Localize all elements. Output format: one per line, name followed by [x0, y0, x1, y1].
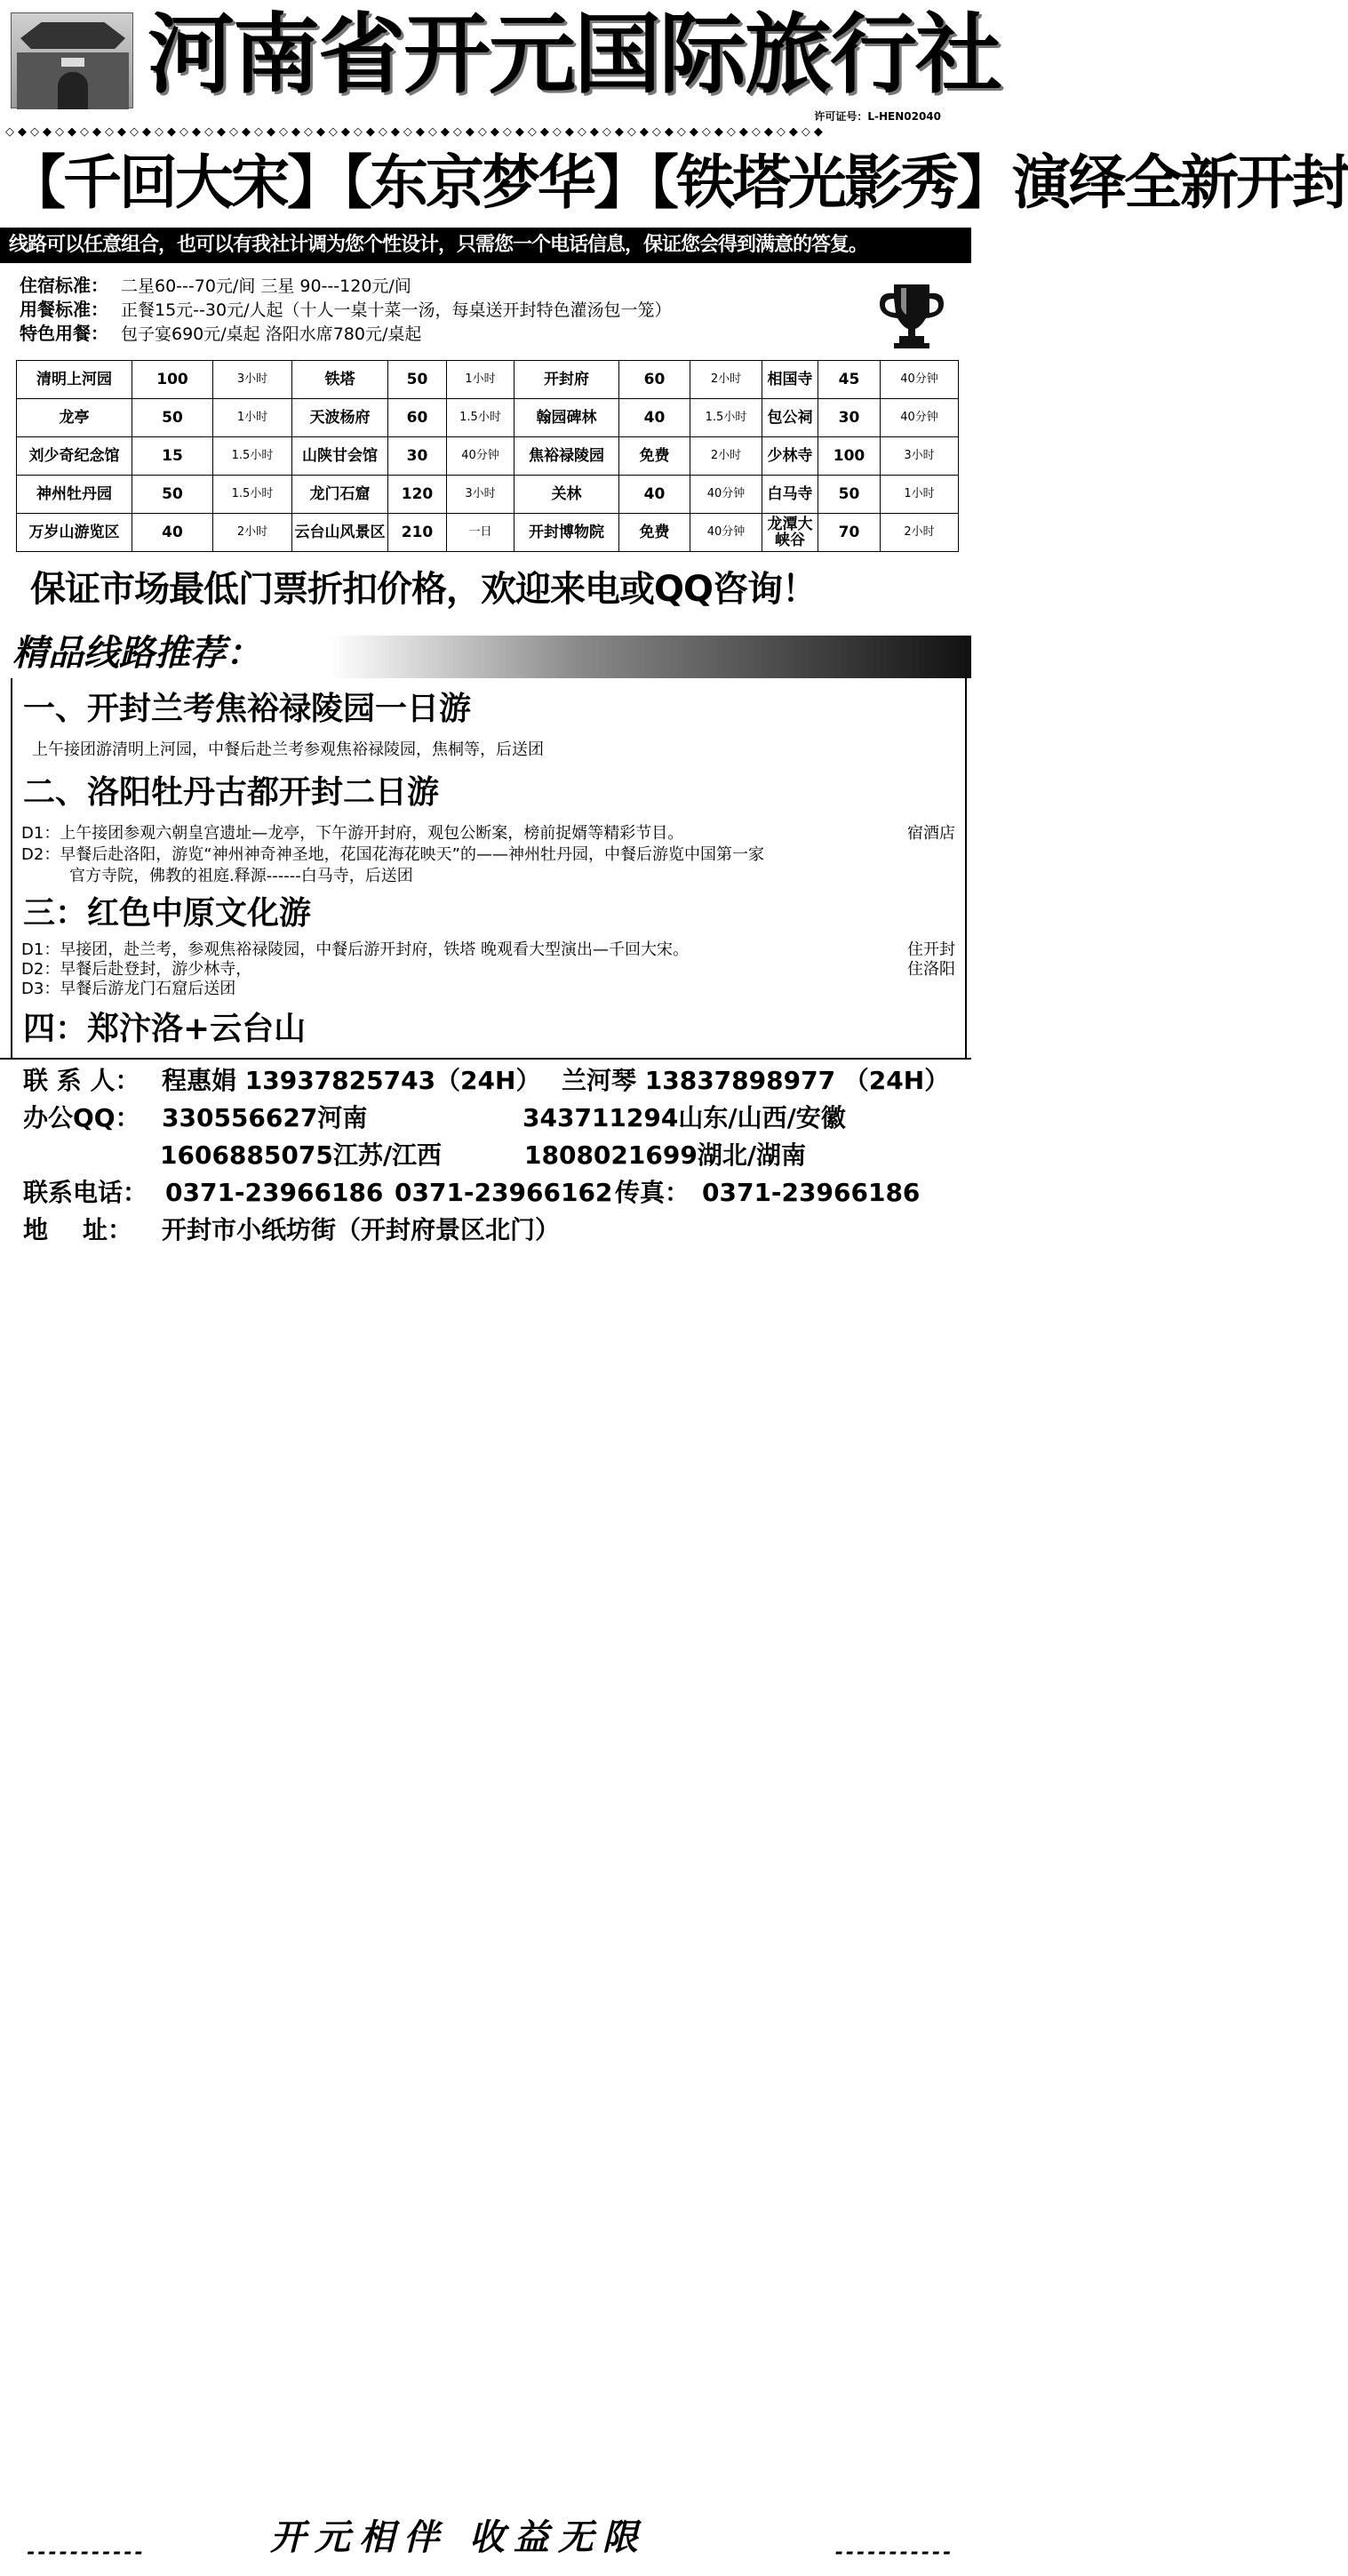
visit-duration: 2小时: [690, 361, 762, 399]
ticket-price: 40: [619, 476, 690, 514]
ticket-price: 15: [132, 437, 213, 476]
ticket-row: [17, 361, 959, 399]
ticket-price: 100: [132, 361, 213, 399]
fax-number: 0371-23966186: [702, 1178, 921, 1207]
contact-person-1: 程惠娟 13937825743（24H）: [162, 1066, 541, 1095]
ticket-price: 40: [619, 399, 690, 437]
visit-duration: 1小时: [447, 361, 514, 399]
ticket-price: 30: [388, 437, 447, 476]
ticket-price: 210: [388, 514, 447, 552]
ticket-row: [17, 399, 959, 437]
standards-block: [20, 274, 873, 346]
visit-duration: 2小时: [690, 437, 762, 476]
ticket-price: 免费: [619, 514, 690, 552]
attraction-name: 龙潭大峡谷: [762, 514, 818, 552]
fax-label: 传真：: [615, 1178, 690, 1207]
contact-person-label: 联 系 人：: [23, 1066, 140, 1095]
special-meal: [20, 322, 873, 346]
slogan-dashes-right: -----------: [834, 2540, 953, 2564]
ticket-price: 50: [132, 476, 213, 514]
license-number: 许可证号：L-HEN02040: [814, 110, 941, 123]
ticket-price: 70: [818, 514, 881, 552]
visit-duration: 3小时: [881, 437, 959, 476]
visit-duration: 2小时: [213, 514, 292, 552]
visit-duration: 3小时: [213, 361, 292, 399]
route-3-title: 三：红色中原文化游: [23, 895, 312, 932]
qq-label: 办公QQ：: [23, 1103, 140, 1132]
slogan-dashes-left: -----------: [27, 2540, 146, 2564]
attraction-name: 开封府: [514, 361, 619, 399]
visit-duration: 40分钟: [690, 514, 762, 552]
route-2-title: 二、洛阳牡丹古都开封二日游: [23, 774, 440, 811]
ticket-price: 60: [388, 399, 447, 437]
ticket-price: 50: [818, 476, 881, 514]
route-3-day-2: D2：早餐后赴登封，游少林寺，: [21, 960, 252, 979]
route-1-title: 一、开封兰考焦裕禄陵园一日游: [23, 691, 472, 727]
visit-duration: 1小时: [881, 476, 959, 514]
route-2-day-1-stay: 宿酒店: [907, 824, 955, 843]
ticket-price: 40: [132, 514, 213, 552]
phone-row: [23, 1175, 965, 1211]
ticket-row: [17, 437, 959, 476]
attraction-name: 少林寺: [762, 437, 818, 476]
meal-standard: [20, 298, 873, 322]
qq-shandong: 343711294山东/山西/安徽: [522, 1103, 846, 1132]
qq-jiangsu: 1606885075江苏/江西: [160, 1140, 443, 1170]
attraction-name: 龙亭: [17, 399, 132, 437]
visit-duration: 1小时: [213, 399, 292, 437]
ticket-price: 100: [818, 437, 881, 476]
contact-person-row: [23, 1063, 965, 1099]
route-3-day-1: D1：早接团，赴兰考，参观焦裕禄陵园，中餐后游开封府，铁塔 晚观看大型演出—千回大宋。: [21, 940, 690, 959]
ticket-price: 45: [818, 361, 881, 399]
meal-value: 正餐15元--30元/人起（十人一桌十菜一汤，每桌送开封特色灌汤包一笼）: [121, 300, 672, 320]
visit-duration: 40分钟: [447, 437, 514, 476]
route-4-title: 四：郑汴洛+云台山: [23, 1011, 307, 1047]
ticket-price: 60: [619, 361, 690, 399]
visit-duration: 1.5小时: [213, 437, 292, 476]
contact-person-2: 兰河琴 13837898977 （24H）: [562, 1066, 950, 1095]
qq-hubei: 1808021699湖北/湖南: [524, 1140, 807, 1170]
ticket-price: 120: [388, 476, 447, 514]
lodging-label: 住宿标准：: [20, 275, 108, 296]
attraction-name: 相国寺: [762, 361, 818, 399]
ticket-price: 50: [132, 399, 213, 437]
attraction-name: 刘少奇纪念馆: [17, 437, 132, 476]
slogan-row: [0, 1257, 971, 2564]
attraction-name: 云台山风景区: [292, 514, 388, 552]
visit-duration: 1.5小时: [447, 399, 514, 437]
attraction-name: 焦裕禄陵园: [514, 437, 619, 476]
trophy-icon: [874, 281, 949, 350]
ticket-price: 50: [388, 361, 447, 399]
attraction-name: 包公祠: [762, 399, 818, 437]
city-gate-photo: [11, 12, 133, 108]
visit-duration: 40分钟: [690, 476, 762, 514]
attraction-name: 天波杨府: [292, 399, 388, 437]
visit-duration: 3小时: [447, 476, 514, 514]
show-headline: 【千回大宋】【东京梦华】【铁塔光影秀】演绎全新开封: [7, 148, 1348, 217]
diamond-divider: ◇◆◇◆◇◆◇◆◇◆◇◆◇◆◇◆◇◆◇◆◇◆◇◆◇◆◇◆◇◆◇◆◇◆◇◆◇◆◇◆◇◆◇◆◇◆◇◆◇◆◇◆◇◆◇◆◇◆◇◆◇◆◇◆◇◆: [5, 125, 826, 139]
visit-duration: 40分钟: [881, 399, 959, 437]
route-3-day-3: D3：早餐后游龙门石窟后送团: [21, 980, 236, 998]
promo-line: 保证市场最低门票折扣价格，欢迎来电或QQ咨询！: [30, 569, 818, 610]
qq-row-1: [23, 1100, 965, 1136]
ticket-table: [16, 360, 959, 552]
slogan-text: 开元相伴 收益无限: [270, 2516, 647, 2558]
visit-duration: 1.5小时: [690, 399, 762, 437]
attraction-name: 开封博物院: [514, 514, 619, 552]
header: [0, 0, 1001, 139]
attraction-name: 龙门石窟: [292, 476, 388, 514]
phone-2: 0371-23966162: [395, 1178, 613, 1207]
route-2-day-2: D2：早餐后赴洛阳，游览“神州神奇神圣地，花国花海花映天”的——神州牡丹园，中餐后游览中国第一家: [21, 845, 764, 864]
address-row: [23, 1212, 965, 1248]
company-name: 河南省开元国际旅行社: [148, 4, 1001, 106]
ticket-row: [17, 476, 959, 514]
visit-duration: 1.5小时: [213, 476, 292, 514]
phone-1: 0371-23966186: [165, 1178, 384, 1207]
ticket-price: 免费: [619, 437, 690, 476]
routes-title: 精品线路推荐：: [12, 633, 261, 674]
special-meal-value: 包子宴690元/桌起 洛阳水席780元/桌起: [121, 324, 422, 344]
lodging-standard: [20, 274, 873, 298]
ticket-row: [17, 514, 959, 552]
attraction-name: 铁塔: [292, 361, 388, 399]
lodging-value: 二星60---70元/间 三星 90---120元/间: [121, 276, 411, 296]
contact-divider: [0, 1058, 971, 1060]
visit-duration: 一日: [447, 514, 514, 552]
route-2-day-2-cont: 官方寺院，佛教的祖庭.释源------白马寺，后送团: [69, 867, 413, 885]
attraction-name: 万岁山游览区: [17, 514, 132, 552]
address-label: 地 址：: [23, 1215, 132, 1244]
address-value: 开封市小纸坊街（开封府景区北门）: [162, 1215, 561, 1244]
attraction-name: 神州牡丹园: [17, 476, 132, 514]
route-3-day-2-stay: 住洛阳: [907, 960, 955, 979]
route-3-day-1-stay: 住开封: [907, 940, 955, 959]
attraction-name: 翰园碑林: [514, 399, 619, 437]
visit-duration: 2小时: [881, 514, 959, 552]
phone-label: 联系电话：: [23, 1178, 148, 1207]
notice-bar: 线路可以任意组合，也可以有我社计调为您个性设计，只需您一个电话信息，保证您会得到满意的答复。: [0, 228, 971, 263]
attraction-name: 清明上河园: [17, 361, 132, 399]
special-meal-label: 特色用餐：: [20, 323, 108, 344]
meal-label: 用餐标准：: [20, 299, 108, 320]
attraction-name: 关林: [514, 476, 619, 514]
attraction-name: 白马寺: [762, 476, 818, 514]
ticket-price: 30: [818, 399, 881, 437]
qq-henan: 330556627河南: [162, 1103, 368, 1132]
route-2-day-1: D1：上午接团参观六朝皇宫遗址—龙亭，下午游开封府，观包公断案，榜前捉婿等精彩节目。: [21, 824, 684, 843]
attraction-name: 山陕甘会馆: [292, 437, 388, 476]
route-1-detail: 上午接团游清明上河园，中餐后赴兰考参观焦裕禄陵园，焦桐等，后送团: [32, 740, 544, 759]
visit-duration: 40分钟: [881, 361, 959, 399]
